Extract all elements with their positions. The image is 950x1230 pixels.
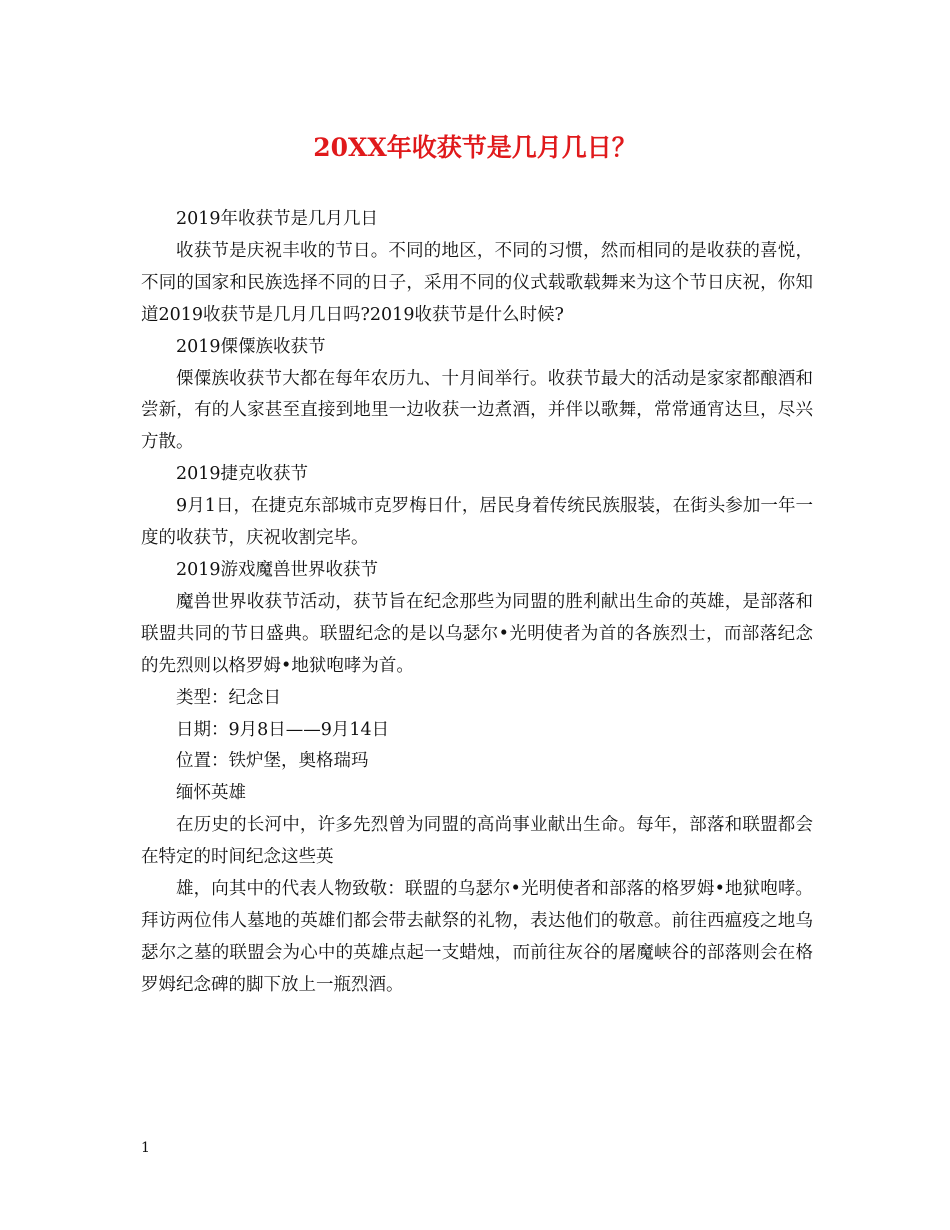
paragraph: 2019游戏魔兽世界收获节 [176, 559, 379, 580]
page-title: 20XX年收获节是几月几日？ [313, 133, 637, 162]
paragraph: 位置：铁炉堡，奥格瑞玛 [176, 751, 369, 772]
paragraph: 类型：纪念日 [176, 687, 281, 708]
document-body [141, 204, 813, 1002]
paragraph: 2019傈僳族收获节 [176, 336, 326, 357]
paragraph: 雄，向其中的代表人物致敬：联盟的乌瑟尔•光明使者和部落的格罗姆•地狱咆哮。拜访两位伟人墓地的英雄们都会带去献祭的礼物，表达他们的敬意。前往西瘟疫之地乌瑟尔之墓的联盟会为心中的英雄点起一支蜡烛，而前往灰谷的屠魔峡谷的部落则会在格罗姆纪念碑的脚下放上一瓶烈酒。 [141, 879, 813, 995]
paragraph: 2019年收获节是几月几日 [176, 209, 379, 229]
page-number: 1 [141, 1140, 150, 1156]
paragraph: 日期：9月8日——9月14日 [176, 719, 390, 740]
paragraph: 2019捷克收获节 [176, 464, 309, 485]
paragraph: 缅怀英雄 [176, 783, 246, 804]
paragraph: 在历史的长河中，许多先烈曾为同盟的高尚事业献出生命。每年，部落和联盟都会在特定的时间纪念这些英 [141, 815, 813, 868]
paragraph: 傈僳族收获节大都在每年农历九、十月间举行。收获节最大的活动是家家都酿酒和尝新，有的人家甚至直接到地里一边收获一边煮酒，并伴以歌舞，常常通宵达旦，尽兴方散。 [141, 368, 813, 453]
paragraph: 9月1日，在捷克东部城市克罗梅日什，居民身着传统民族服装，在街头参加一年一度的收获节，庆祝收割完毕。 [141, 496, 813, 549]
paragraph: 收获节是庆祝丰收的节日。不同的地区，不同的习惯，然而相同的是收获的喜悦，不同的国家和民族选择不同的日子，采用不同的仪式载歌载舞来为这个节日庆祝，你知道2019收获节是几月几日吗?2019收获节是什么时候? [141, 240, 813, 325]
paragraph: 魔兽世界收获节活动，获节旨在纪念那些为同盟的胜利献出生命的英雄，是部落和联盟共同的节日盛典。联盟纪念的是以乌瑟尔•光明使者为首的各族烈士，而部落纪念的先烈则以格罗姆•地狱咆哮为首。 [141, 591, 813, 676]
